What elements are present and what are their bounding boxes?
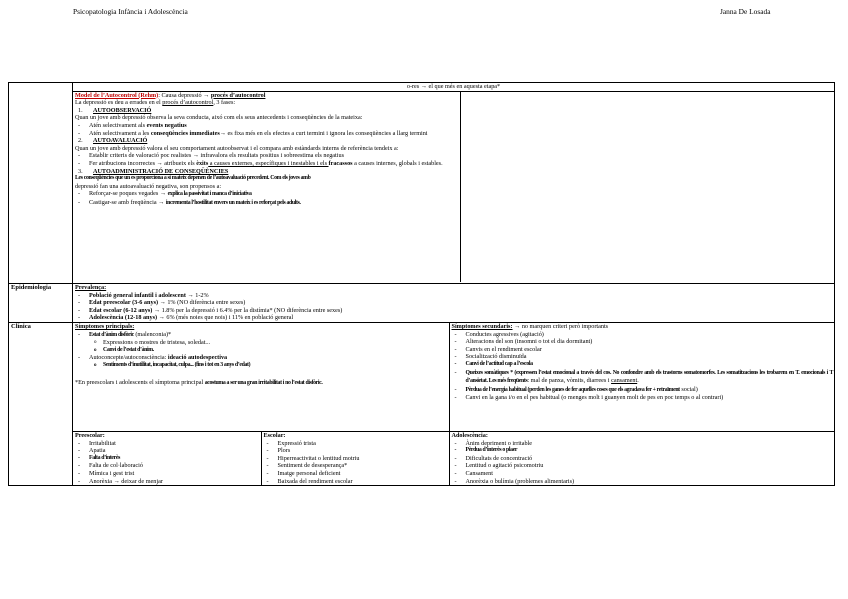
list-item: - Apatia	[75, 447, 259, 455]
list-item: - Hiperreactivitat o lentitud motriu	[264, 455, 447, 463]
s1b1b: events negatius	[146, 121, 187, 129]
list-item: - Ànim depriment o irritable	[452, 440, 834, 448]
p1s2: o Canvi de l’estat d’ànim.	[75, 347, 447, 355]
model-cell	[73, 92, 460, 282]
list-item: - Falta d’interès	[75, 455, 259, 463]
list-item: - Alteracions del son (insomni o tot el dia dormitant)	[452, 338, 834, 346]
ages-row	[9, 431, 835, 485]
s7c: social)	[679, 385, 698, 393]
s1b2c: → es fixa més en els efectes a curt termini i ignora les conseqüències a llarg termini	[219, 129, 428, 137]
step-number: 3.	[78, 167, 83, 175]
pnote-b: acostuma a ser una gran irritabilitat i no l’estat disfòric.	[204, 379, 323, 386]
s2b2c: a causes externes, específiques i inestables i els	[208, 159, 329, 167]
s6d: cansament	[611, 377, 638, 385]
intro: La depressió es deu a errades en el	[75, 99, 163, 107]
list-item: - Conductes agressives (agitació)	[452, 331, 834, 339]
s6b: * (expressen l’estat emocional a través del cos. No confondre amb els trastorns somatomorfes. Les somatitzacions les trobarem en T. emocionals i T d’ansietat. Les més freqüents	[465, 369, 833, 385]
step3-text-b: depressió fan una autoavaluació negativa, son propensos a:	[75, 182, 222, 190]
step2-title: AUTOAVALUACIÓ	[93, 137, 148, 145]
list-item	[75, 299, 832, 307]
epidemiology-label: Epidemiologia	[9, 284, 73, 323]
s6e: .	[637, 377, 639, 385]
s7a: Pèrdua de l’energia habitual	[465, 386, 527, 393]
pnote-a: *En preescolars i adolescents el símptoma principal	[75, 378, 205, 386]
list-item: - Sentiment de desesperança*	[264, 462, 447, 470]
header-right: Janna De Losada	[720, 7, 771, 16]
list-item	[75, 292, 832, 300]
s3b1a: Reforçar-se poques vegades →	[89, 190, 168, 198]
p1b: (malenconia)*	[133, 330, 172, 338]
list-item	[75, 314, 832, 322]
list-item: - Socialització disminuïda	[452, 353, 834, 361]
notes-table	[8, 82, 835, 486]
s2b2e: a causes internes, globals i estables.	[352, 159, 443, 167]
s6c: : mal de panxa, vòmits, diarrees i	[527, 377, 612, 385]
s3b2b: incrementa l’hostilitat envers un mateix i es reforçat pels adults.	[165, 199, 301, 206]
s2b2d: fracassos	[328, 159, 353, 167]
model-title: Model de l’Autocontrol (Rehm)	[75, 91, 159, 99]
s6a: Queixes somàtiques	[465, 369, 509, 376]
model-cause: procés d’autocontrol	[210, 91, 266, 99]
s3b1b: explica la passivitat i manca d’iniciativa	[167, 191, 252, 198]
s8: - Canvi en la gana i/o en el pes habitual (o menges molt i guanyen molt de pes en poc temps o al contrari)	[452, 394, 834, 402]
s1b2a: Atén selectivament a les	[89, 129, 151, 137]
step3-text-a: Les conseqüències que un es proporciona a si mateix depenen de l’autoavaluació precedent. Com els joves amb	[75, 175, 311, 182]
item-rest: → 6% (més noies que nois) i 11% en població general	[157, 314, 294, 322]
s2b2a: Fer atribucions incorrectes → atribueix els	[89, 159, 197, 167]
p2a: Autoconcepte/autoconsciència:	[89, 354, 168, 362]
list-item: - Baixada del rendiment escolar	[264, 478, 447, 486]
list-item	[75, 307, 832, 315]
p1a: Estat d’ànim disfòric	[89, 331, 134, 338]
step-number: 1.	[78, 106, 83, 114]
model-rest: : Causa depressió →	[158, 91, 211, 99]
item-bold: Edat preescolar (3-6 anys)	[89, 299, 159, 307]
clinic-row	[9, 322, 835, 431]
s7b: (perden les ganes de fer aquelles coses que els agradava fer + retraïment	[526, 386, 680, 393]
secondary-rest: → no marquen criteri però importants	[512, 322, 609, 330]
list-item: - Anorèxia → deixar de menjar	[75, 478, 259, 486]
list-item: - Pèrdua d’interès o plaer	[452, 447, 834, 455]
clinic-label: Clínica	[9, 322, 73, 485]
step3-title: AUTOADMINISTRACIÓ DE CONSEQÜÈNCIES	[93, 167, 229, 175]
list-item: - Imatge personal deficient	[264, 470, 447, 478]
p1s1: o Expressions o mostres de tristesa, soledat...	[75, 339, 447, 347]
s1b2b: conseqüències immediates	[150, 129, 220, 137]
list-item: - Falta de col·laboració	[75, 462, 259, 470]
principal-title: Símptomes principals:	[75, 322, 135, 330]
teen-cell	[449, 432, 835, 485]
secondary-title: Símptomes secundaris:	[451, 322, 513, 330]
principal-cell	[73, 323, 449, 431]
item-bold: Adolescència (12-18 anys)	[89, 314, 158, 322]
step-number: 2.	[78, 137, 83, 145]
item-rest: → 1.8% per la depressió i 6.4% per la distímia* (NO diferència entre sexes)	[152, 306, 343, 314]
item-rest: → 1-2%	[185, 291, 209, 299]
top-line: o-res → el que més en aquesta etapa*	[73, 83, 834, 92]
prevalence-title: Prevalença:	[75, 284, 107, 291]
secondary-cell	[449, 323, 835, 431]
list-item: - Canvi de l’actitud cap a l’escola	[452, 361, 834, 369]
list-item: - Cansament	[452, 470, 834, 478]
list-item: - Lentitud o agitació psicomotriu	[452, 462, 834, 470]
s1b1a: Atén selectivament als	[89, 121, 147, 129]
epidemiology-row	[9, 284, 835, 323]
item-rest: → 1% (NO diferència entre sexes)	[158, 299, 246, 307]
list-item: - Irritabilitat	[75, 440, 259, 448]
list-item: - Canvis en el rendiment escolar	[452, 346, 834, 354]
school-cell	[261, 432, 449, 485]
teen-title: Adolescència:	[451, 431, 488, 439]
item-bold: Edat escolar (6-12 anys)	[89, 306, 153, 314]
list-item: - Expressió trista	[264, 440, 447, 448]
s3b2a: Castigar-se amb freqüència →	[89, 198, 166, 206]
list-item: - Anorèxia o bulímia (problemes alimentaris)	[452, 478, 834, 486]
step1-title: AUTOOBSERVACIÓ	[93, 106, 152, 114]
list-item: - Dificultats de concentració	[452, 455, 834, 463]
intro-proc: procés d’autocontrol	[162, 99, 214, 107]
p2s1: o Sentiments d’inutilitat, incapacitat, culpa... (fins i tot en 3 anys d’edat)	[75, 362, 447, 370]
s2b2b: èxits	[196, 159, 209, 167]
step1-text: Quan un jove amb depressió observa la seva conducta, aixó com els seus antecedents i conseqüències de la mateixa:	[75, 114, 363, 122]
etiology-row	[9, 83, 835, 284]
empty-cell	[460, 92, 835, 282]
preschool-title: Preescolar:	[75, 431, 105, 439]
step2-text: Quan un jove amb depressió valora el seu comportament autoobservat i el compara amb estàndards interns de referència tendeix a:	[75, 144, 399, 152]
item-bold: Població general infantil i adolescent	[89, 291, 186, 299]
list-item: - Plors	[264, 447, 447, 455]
intro-end: , 3 fases:	[213, 99, 236, 107]
list-item: - Mímica i gest trist	[75, 470, 259, 478]
school-title: Escolar:	[263, 431, 286, 439]
p2b: ideació autodespectiva	[167, 354, 228, 362]
preschool-cell	[73, 432, 261, 485]
s2b1: - Establir criteris de valoració poc realistes → infravalora els resultats positius i sobreestima els negatius	[75, 152, 458, 160]
header-left: Psicopatologia Infància i Adolescència	[73, 7, 188, 16]
